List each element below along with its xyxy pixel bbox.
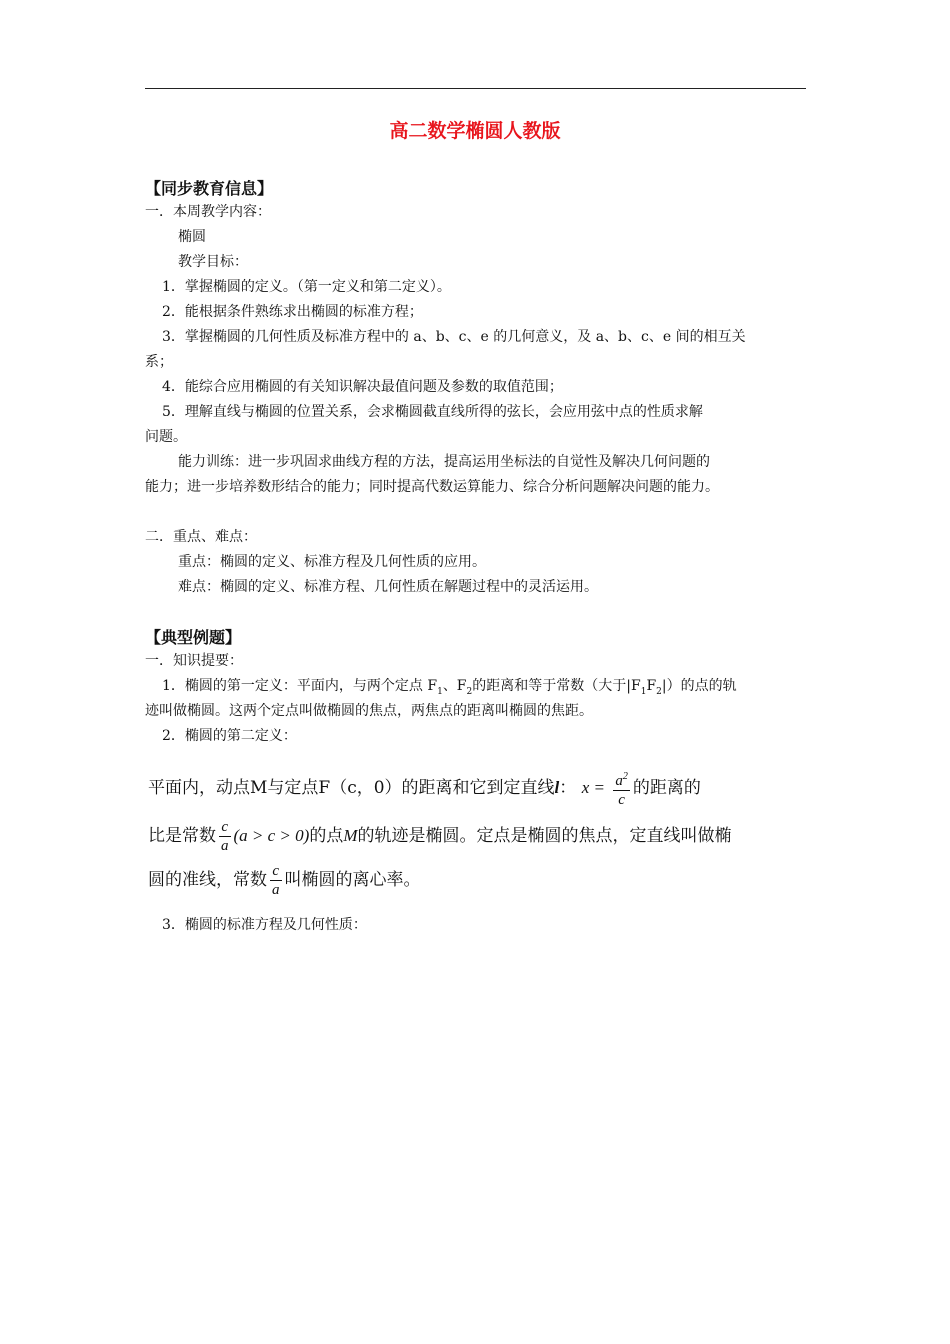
key-point-text: 重点：椭圆的定义、标准方程及几何性质的应用。 [178,554,486,570]
ability-line-2: 能力；进一步培养数形结合的能力；同时提高代数运算能力、综合分析问题解决问题的能力。 [145,479,719,495]
goals-heading: 教学目标： [178,254,248,270]
page-title: 高二数学椭圆人教版 [389,120,561,142]
second-definition-line-1 [148,768,701,809]
def1-text-b: 、F [442,678,467,694]
difficulty-text: 难点：椭圆的定义、标准方程、几何性质在解题过程中的灵活运用。 [178,579,598,595]
def2-l1-line-symbol: l [554,778,560,797]
def2-l2-point-m: M [343,826,358,845]
def1-sub-1: 1 [437,686,443,697]
second-definition-line-3 [148,862,421,899]
def1-text-a: 1．椭圆的第一定义：平面内，与两个定点 F [162,678,438,694]
def2-l1-exp: 2 [622,771,628,782]
knowledge-heading: 一．知识提要： [145,653,243,669]
goal-3-line-1: 3．掌握椭圆的几何性质及标准方程中的 a、b、c、e 的几何意义，及 a、b、c、e 间的相互关 [162,329,746,345]
def2-l3-num: c [272,863,280,879]
def2-l2-text-b: 的点 [309,826,344,846]
def1-sub-4: 2 [656,686,662,697]
goal-5-line-1: 5．理解直线与椭圆的位置关系，会求椭圆截直线所得的弦长，会应用弦中点的性质求解 [162,404,703,420]
content-heading: 一．本周教学内容： [145,204,271,220]
def2-l1-num: a [615,773,623,789]
first-definition-line-1 [162,677,737,701]
fraction-c-over-a-2 [270,862,282,899]
section-heading-examples: 【典型例题】 [145,628,242,647]
second-definition-heading: 2．椭圆的第二定义： [162,728,297,744]
ability-line-1: 能力训练：进一步巩固求曲线方程的方法，提高运用坐标法的自觉性及解决几何问题的 [178,454,710,470]
def2-l2-text: 比是常数 [148,826,216,846]
key-points-heading: 二．重点、难点： [145,529,257,545]
def2-l3-post: 叫椭圆的离心率。 [284,870,421,890]
first-definition-line-2: 迹叫做椭圆。这两个定点叫做椭圆的焦点，两焦点的距离叫椭圆的焦距。 [145,703,593,719]
properties-heading: 3．椭圆的标准方程及几何性质： [162,917,367,933]
second-definition-line-2 [148,818,731,855]
goal-5-line-2: 问题。 [145,429,187,445]
def1-text-d: F [646,678,657,694]
def2-l1-colon: ： [559,778,577,798]
def2-l1-den: c [613,790,630,809]
def2-l3-text: 圆的准线，常数 [148,870,267,890]
def2-l1-text: 平面内，动点M与定点F（c，0）的距离和它到定直线 [148,778,555,798]
topic-text: 椭圆 [178,229,206,245]
section-heading-sync-info: 【同步教育信息】 [145,179,274,198]
fraction-a2-over-c [613,768,630,809]
def2-l1-x-eq: x = [581,778,605,797]
def2-l2-condition: (a > c > 0) [233,826,310,845]
def2-l2-den: a [221,838,229,854]
goal-1: 1．掌握椭圆的定义。（第一定义和第二定义）。 [162,279,451,295]
def1-text-c: 的距离和等于常数（大于|F [472,678,641,694]
goal-4: 4．能综合应用椭圆的有关知识解决最值问题及参数的取值范围； [162,379,563,395]
goal-2: 2．能根据条件熟练求出椭圆的标准方程； [162,304,423,320]
header-rule [145,88,806,89]
def2-l3-den: a [272,882,280,898]
def1-sub-3: 1 [640,686,647,697]
fraction-c-over-a [219,818,231,855]
def1-text-e: |）的点的轨 [661,678,737,694]
def2-l2-text-c: 的轨迹是椭圆。定点是椭圆的焦点，定直线叫做椭 [357,826,732,846]
goal-3-line-2: 系； [145,354,173,370]
def1-sub-2: 2 [466,686,473,697]
def2-l2-num: c [221,819,229,835]
def2-l1-post: 的距离的 [632,778,701,798]
